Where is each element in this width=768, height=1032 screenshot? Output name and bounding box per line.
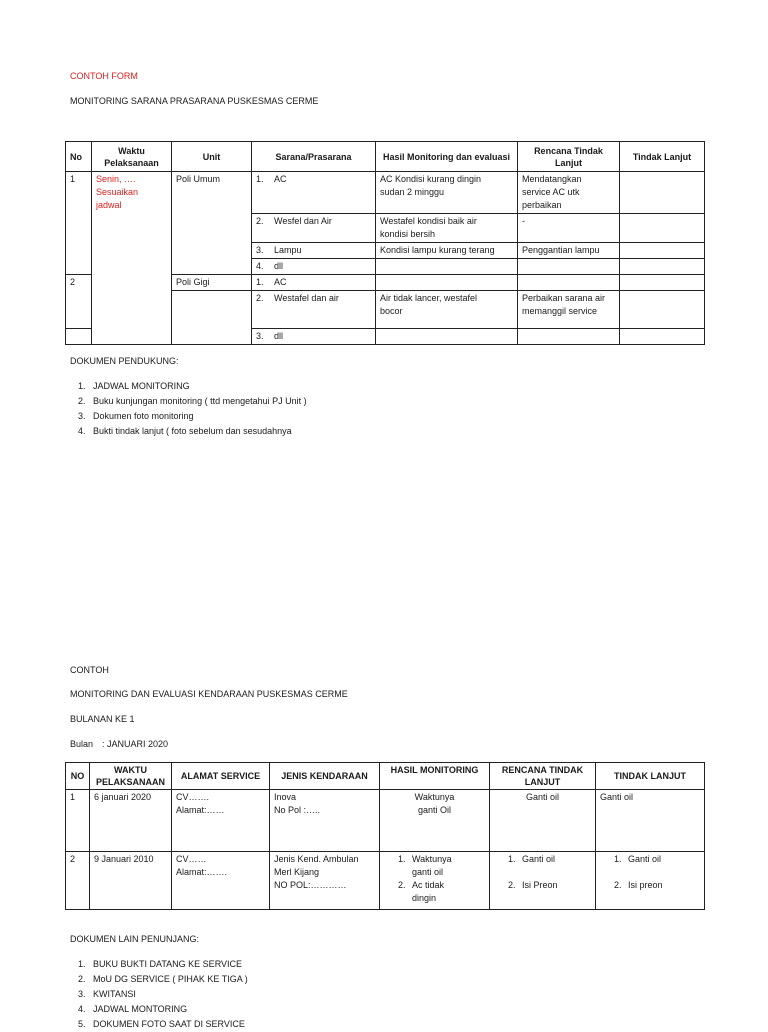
rencana-cell: Penggantian lampu: [518, 243, 620, 259]
header-waktu: Waktu Pelaksanaan: [92, 142, 172, 172]
header-waktu: WAKTU PELAKSANAAN: [90, 763, 172, 790]
hasil-line: bocor: [380, 306, 403, 316]
jenis-line: NO POL:…………: [274, 880, 347, 890]
header-alamat: ALAMAT SERVICE: [172, 763, 270, 790]
tindak-cell: [620, 329, 705, 345]
jenis-cell: [270, 852, 380, 910]
row-no: 1: [66, 172, 92, 275]
hasil-line: kondisi bersih: [380, 229, 436, 239]
item-num: 3.: [256, 331, 264, 341]
hasil-cell: Kondisi lampu kurang terang: [376, 243, 518, 259]
list-item: 3. Dokumen foto monitoring: [88, 409, 307, 424]
tindak-cell: [620, 291, 705, 329]
hasil-line: [398, 853, 485, 866]
rencana-cell: [490, 852, 596, 910]
kendaraan-table: [65, 762, 705, 910]
list-item: 4. JADWAL MONTORING: [88, 1002, 248, 1017]
form1-title: MONITORING SARANA PRASARANA PUSKESMAS CERME: [70, 96, 319, 106]
list-item: 1. JADWAL MONITORING: [88, 379, 307, 394]
sarana-cell: [252, 275, 376, 291]
tindak-cell: [620, 172, 705, 214]
rencana-cell: [518, 329, 620, 345]
docs2-title: DOKUMEN LAIN PENUNJANG:: [70, 934, 200, 944]
item-num: 3.: [256, 245, 264, 255]
header-hasil: HASIL MONITORING: [380, 763, 490, 790]
rencana-cell: [518, 172, 620, 214]
hasil-text: Ac tidak: [412, 880, 445, 890]
sarana-cell: [252, 291, 376, 329]
rencana-line: Perbaikan sarana air: [522, 293, 606, 303]
header-tindak: Tindak Lanjut: [620, 142, 705, 172]
header-no: NO: [66, 763, 90, 790]
sarana-text: AC: [274, 277, 287, 287]
item-num: 2.: [508, 880, 516, 890]
hasil-cell: [376, 275, 518, 291]
hasil-cell: [380, 852, 490, 910]
docs1-list: [70, 379, 307, 439]
item-num: 2.: [256, 293, 264, 303]
sarana-cell: [252, 214, 376, 243]
hasil-line: AC Kondisi kurang dingin: [380, 174, 482, 184]
tindak-cell: Ganti oil: [596, 790, 705, 852]
sarana-text: dll: [274, 261, 284, 271]
hasil-cell: [376, 291, 518, 329]
rencana-line: [508, 879, 591, 892]
header-no: No: [66, 142, 92, 172]
jenis-line: No Pol :…..: [274, 805, 321, 815]
hasil-cell: [376, 329, 518, 345]
sarana-text: Lampu: [274, 245, 302, 255]
waktu-cell: 9 Januari 2010: [90, 852, 172, 910]
jenis-cell: [270, 790, 380, 852]
item-num: 1.: [614, 854, 622, 864]
sarana-cell: [252, 172, 376, 214]
jenis-line: Inova: [274, 792, 297, 802]
unit-cell: Poli Umum: [172, 172, 252, 275]
alamat-line: CV…….: [176, 792, 210, 802]
rencana-cell: [518, 275, 620, 291]
tindak-text: Ganti oil: [628, 854, 662, 864]
sarana-text: AC: [274, 174, 287, 184]
header-tindak: TINDAK LANJUT: [596, 763, 705, 790]
unit-cell: Poli Gigi: [172, 275, 252, 291]
hasil-line: sudan 2 minggu: [380, 187, 445, 197]
tindak-line: [614, 879, 700, 892]
header-rencana: RENCANA TINDAK LANJUT: [490, 763, 596, 790]
list-item: 4. Bukti tindak lanjut ( foto sebelum dan sesudahnya: [88, 424, 307, 439]
hasil-cell: [376, 259, 518, 275]
rencana-cell: Ganti oil: [490, 790, 596, 852]
rencana-cell: [518, 259, 620, 275]
hasil-line: ganti oil: [412, 867, 444, 877]
rencana-line: service AC utk: [522, 187, 580, 197]
header-jenis: JENIS KENDARAAN: [270, 763, 380, 790]
rencana-cell: -: [518, 214, 620, 243]
jenis-line: Jenis Kend. Ambulan: [274, 854, 359, 864]
sarana-cell: [252, 259, 376, 275]
alamat-cell: [172, 852, 270, 910]
rencana-text: Isi Preon: [522, 880, 558, 890]
alamat-line: Alamat:……: [176, 805, 225, 815]
list-item: 3. KWITANSI: [88, 987, 248, 1002]
tindak-text: Isi preon: [628, 880, 663, 890]
sarana-text: Westafel dan air: [274, 293, 339, 303]
waktu-cell: [92, 172, 172, 345]
form1-label: CONTOH FORM: [70, 71, 138, 81]
hasil-text: Waktunya: [412, 854, 452, 864]
header-unit: Unit: [172, 142, 252, 172]
docs1-title: DOKUMEN PENDUKUNG:: [70, 356, 179, 366]
sarana-table: [65, 141, 705, 345]
sarana-cell: [252, 329, 376, 345]
unit-cell: [172, 291, 252, 345]
hasil-line: ganti Oil: [417, 805, 452, 815]
form2-subtitle: BULANAN KE 1: [70, 714, 135, 724]
header-rencana: Rencana Tindak Lanjut: [518, 142, 620, 172]
tindak-cell: [620, 243, 705, 259]
header-sarana: Sarana/Prasarana: [252, 142, 376, 172]
waktu-cell: 6 januari 2020: [90, 790, 172, 852]
bulan-label: Bulan: [70, 739, 94, 749]
rencana-line: perbaikan: [522, 200, 562, 210]
item-num: 2.: [256, 216, 264, 226]
hasil-cell: [376, 172, 518, 214]
bulan-line: [70, 739, 168, 749]
docs2-list: [70, 957, 248, 1032]
waktu-line: Senin, ….: [96, 174, 136, 184]
item-num: 1.: [256, 174, 264, 184]
sarana-cell: [252, 243, 376, 259]
alamat-cell: [172, 790, 270, 852]
waktu-line: jadwal: [96, 200, 122, 210]
header-hasil: Hasil Monitoring dan evaluasi: [376, 142, 518, 172]
hasil-line: dingin: [412, 893, 437, 903]
hasil-line: [398, 879, 485, 892]
form2-label: CONTOH: [70, 665, 109, 675]
bulan-value: : JANUARI 2020: [102, 739, 169, 749]
list-item: 2. Buku kunjungan monitoring ( ttd mengetahui PJ Unit ): [88, 394, 307, 409]
tindak-cell: [596, 852, 705, 910]
hasil-line: Air tidak lancer, westafel: [380, 293, 478, 303]
alamat-line: CV……: [176, 854, 207, 864]
rencana-text: Ganti oil: [522, 854, 556, 864]
no-cell: 1: [66, 790, 90, 852]
item-num: 1.: [398, 854, 406, 864]
rencana-line: memanggil service: [522, 306, 598, 316]
waktu-line: Sesuaikan: [96, 187, 139, 197]
tindak-cell: [620, 214, 705, 243]
item-num: 2.: [398, 880, 406, 890]
sarana-text: Wesfel dan Air: [274, 216, 332, 226]
hasil-cell: [380, 790, 490, 852]
item-num: 2.: [614, 880, 622, 890]
hasil-cell: [376, 214, 518, 243]
tindak-cell: [620, 275, 705, 291]
item-num: 1.: [508, 854, 516, 864]
item-num: 1.: [256, 277, 264, 287]
sarana-text: dll: [274, 331, 284, 341]
tindak-line: [614, 853, 700, 866]
rencana-line: [508, 853, 591, 866]
list-item: 1. BUKU BUKTI DATANG KE SERVICE: [88, 957, 248, 972]
list-item: 5. DOKUMEN FOTO SAAT DI SERVICE: [88, 1017, 248, 1032]
rencana-line: Mendatangkan: [522, 174, 582, 184]
no-cell: [66, 329, 92, 345]
form2-title: MONITORING DAN EVALUASI KENDARAAN PUSKESMAS CERME: [70, 689, 348, 699]
rencana-cell: [518, 291, 620, 329]
alamat-line: Alamat:…….: [176, 867, 228, 877]
item-num: 4.: [256, 261, 264, 271]
list-item: 2. MoU DG SERVICE ( PIHAK KE TIGA ): [88, 972, 248, 987]
hasil-line: Waktunya: [414, 792, 455, 802]
no-cell: 2: [66, 852, 90, 910]
jenis-line: Merl Kijang: [274, 867, 320, 877]
tindak-cell: [620, 259, 705, 275]
hasil-line: Westafel kondisi baik air: [380, 216, 477, 226]
row-no: 2: [66, 275, 92, 329]
